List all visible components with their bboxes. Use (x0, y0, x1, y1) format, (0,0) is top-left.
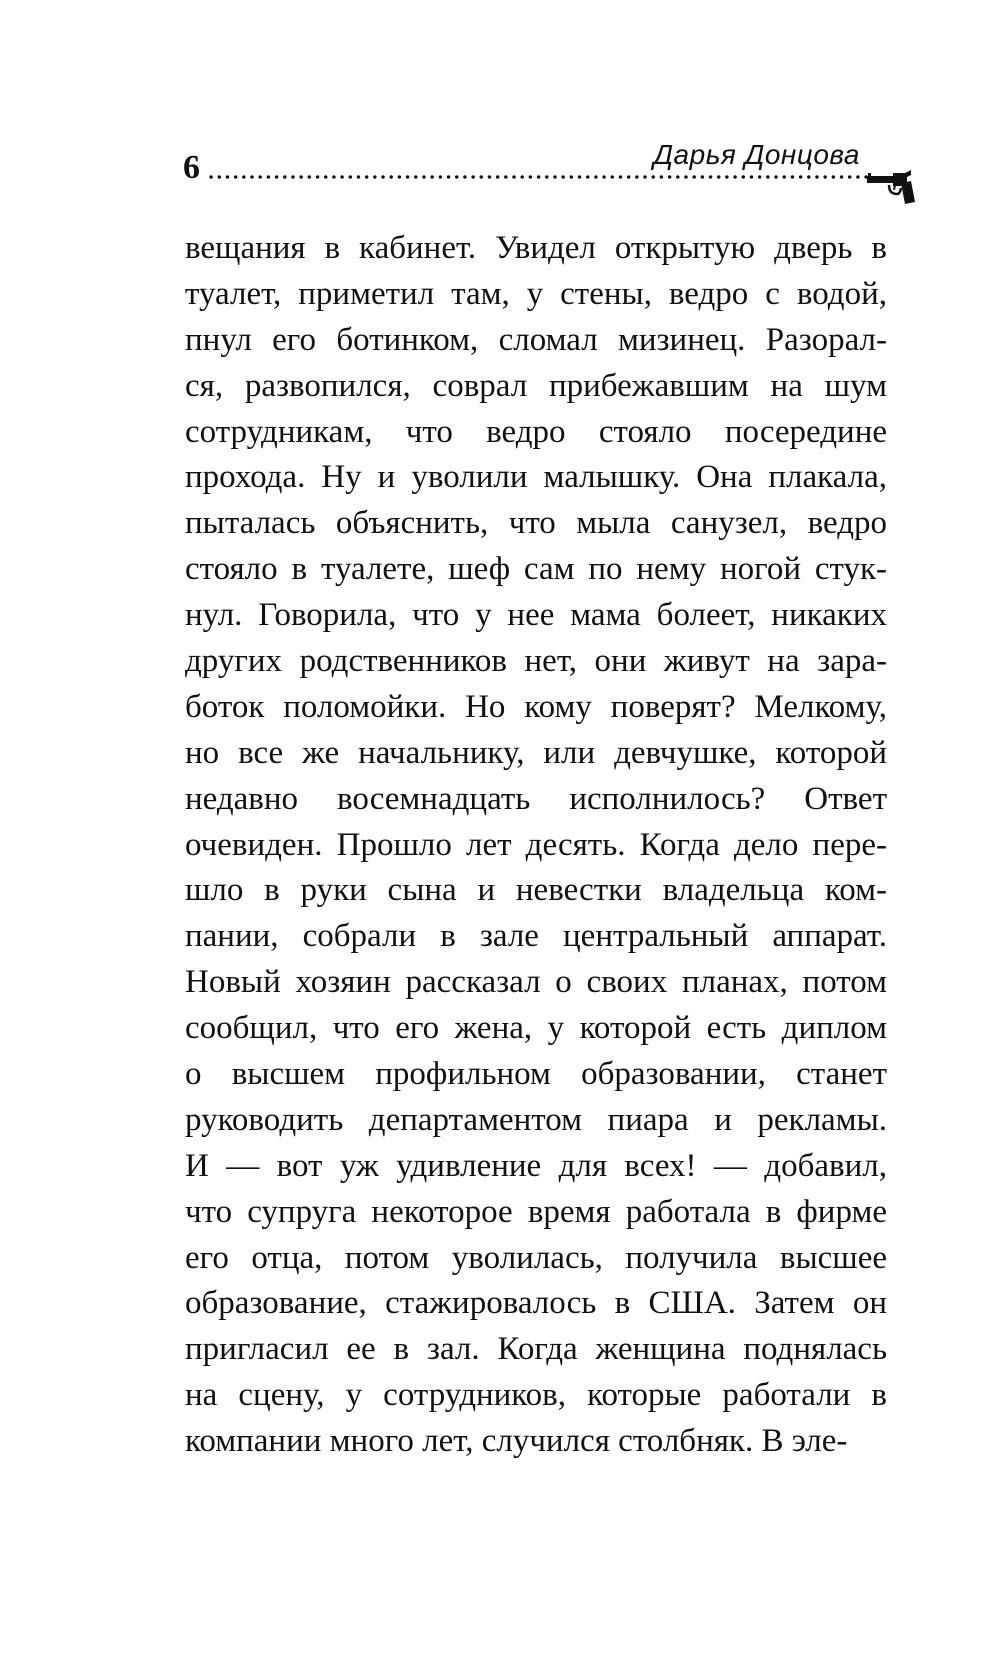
page-number: 6 (183, 149, 200, 186)
running-header (0, 0, 1000, 220)
body-text (185, 226, 887, 1465)
text-line: что супруга некоторое время работала в фирме (185, 1193, 887, 1230)
text-line: компании много лет, случился столбняк. В эле- (185, 1423, 848, 1460)
text-line: о высшем профильном образовании, станет (185, 1056, 887, 1093)
revolver-icon (867, 168, 917, 208)
text-line: недавно восемнадцать исполнилось? Ответ (185, 780, 887, 817)
text-line: нул. Говорила, что у нее мама болеет, никаких (185, 597, 887, 634)
text-line: пригласил ее в зал. Когда женщина поднялась (185, 1331, 887, 1368)
text-line: ся, развопился, соврал прибежавшим на шум (185, 367, 887, 404)
text-line: других родственников нет, они живут на зара- (185, 643, 887, 680)
text-line: руководить департаментом пиара и рекламы. (185, 1101, 887, 1138)
text-line: туалет, приметил там, у стены, ведро с водой, (185, 275, 887, 312)
text-line: шло в руки сына и невестки владельца ком- (185, 872, 887, 909)
text-line: сотрудникам, что ведро стояло посередине (185, 413, 887, 450)
text-line: очевиден. Прошло лет десять. Когда дело пере- (185, 826, 887, 863)
text-line: но все же начальнику, или девчушке, которой (185, 734, 887, 771)
text-line: И — вот уж удивление для всех! — добавил, (185, 1147, 887, 1184)
text-line: вещания в кабинет. Увидел открытую дверь в (185, 230, 887, 266)
text-line: прохода. Ну и уволили малышку. Она плакала, (185, 459, 887, 496)
text-line: пнул его ботинком, сломал мизинец. Разорал- (185, 321, 887, 358)
text-line: пании, собрали в зале центральный аппарат. (185, 918, 887, 955)
text-line: стояло в туалете, шеф сам по нему ногой стук- (185, 551, 887, 588)
author-name: Дарья Донцова (653, 139, 860, 170)
text-line: его отца, потом уволилась, получила высшее (185, 1239, 887, 1276)
text-line: боток поломойки. Но кому поверят? Мелкому, (185, 688, 887, 725)
dotted-leader (207, 175, 870, 179)
text-line: образование, стажировалось в США. Затем он (185, 1285, 887, 1322)
text-line: пыталась объяснить, что мыла санузел, ведро (185, 505, 887, 542)
text-line: на сцену, у сотрудников, которые работали в (185, 1377, 887, 1414)
text-line: сообщил, что его жена, у которой есть диплом (185, 1010, 887, 1047)
text-line: Новый хозяин рассказал о своих планах, потом (185, 964, 887, 1001)
